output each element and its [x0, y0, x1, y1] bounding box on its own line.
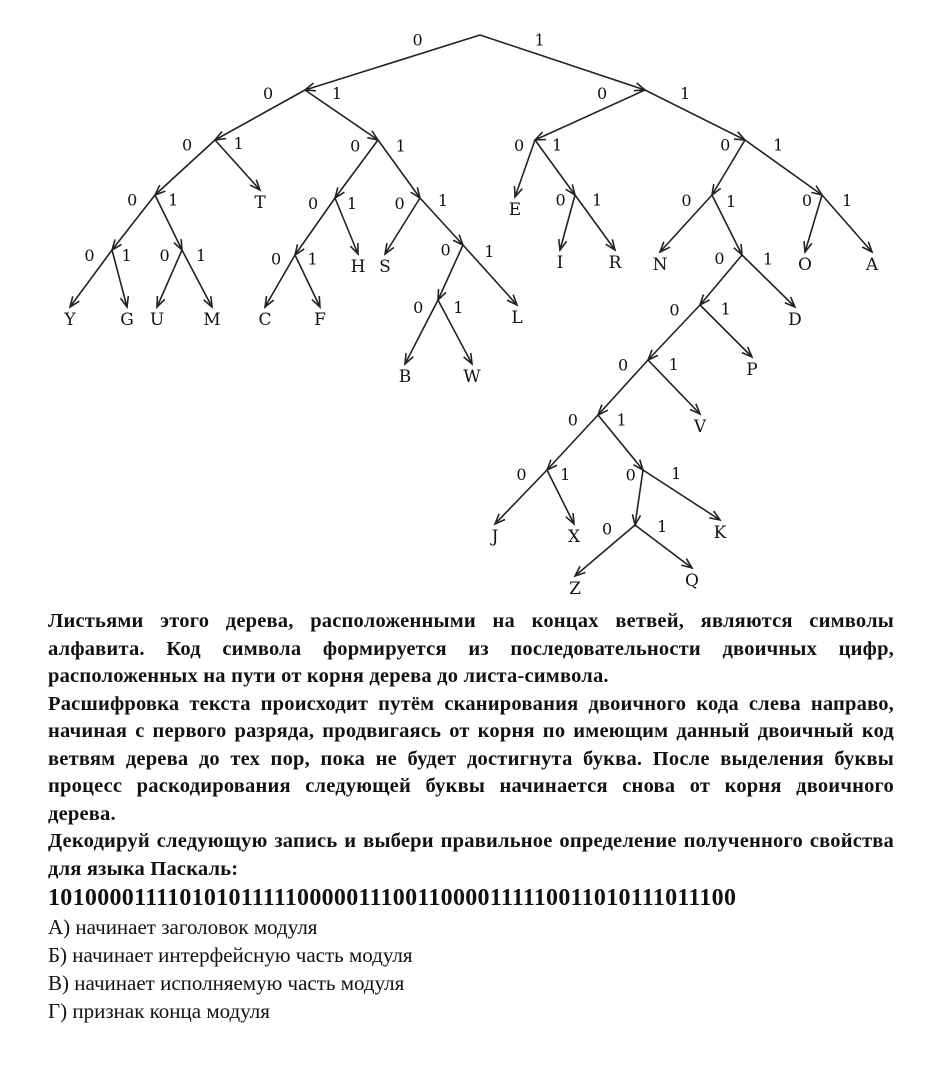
bit-label-n011: 1	[395, 136, 406, 156]
leaf-A: A	[865, 255, 879, 275]
arrowhead-n110	[712, 184, 721, 195]
bit-label-n1: 1	[534, 30, 545, 50]
bit-label-n11: 1	[680, 84, 691, 103]
bit-label-n101: 1	[552, 135, 563, 155]
leaf-L: L	[511, 308, 523, 328]
bit-label-n1101000: 0	[618, 355, 629, 375]
bit-label-n11010001: 1	[616, 410, 627, 430]
leaf-X: X	[567, 527, 581, 547]
option-a[interactable]: А) начинает заголовок модуля	[48, 915, 318, 939]
bit-label-n00: 0	[263, 84, 274, 103]
answer-options	[48, 913, 894, 1025]
leaf-V: V	[693, 417, 707, 437]
bit-label-J: 0	[516, 465, 527, 485]
bit-label-n110100: 0	[669, 300, 680, 320]
bit-label-Q: 1	[657, 516, 668, 536]
bit-label-X: 1	[560, 465, 571, 485]
bit-label-W: 1	[453, 298, 464, 318]
leaf-B: B	[398, 367, 412, 387]
branch-n11-n111	[745, 140, 822, 195]
bit-label-U: 0	[159, 246, 170, 266]
leaf-T: T	[254, 193, 266, 213]
arrowhead-C	[265, 296, 274, 307]
bit-label-A: 1	[842, 191, 853, 211]
bit-label-G: 1	[121, 246, 132, 266]
leaf-S: S	[379, 257, 391, 277]
bit-label-n010: 0	[350, 136, 361, 156]
bit-label-n110100010: 0	[625, 465, 636, 485]
arrowhead-K	[709, 511, 720, 520]
bit-label-K: 1	[671, 464, 682, 483]
bit-label-B: 0	[413, 298, 424, 318]
branch-n0-n00	[215, 90, 305, 140]
branch-root-n0	[305, 35, 480, 90]
bit-label-n11010000: 0	[567, 410, 578, 430]
bit-label-n111: 1	[773, 135, 784, 155]
leaf-H: H	[350, 257, 366, 277]
leaf-O: O	[798, 255, 812, 275]
bit-label-n10: 0	[597, 84, 608, 103]
tree-branches	[70, 35, 872, 576]
leaf-K: K	[713, 523, 727, 543]
bit-label-n000: 0	[182, 135, 193, 155]
leaf-F: F	[314, 310, 326, 330]
leaf-D: D	[788, 310, 802, 330]
bit-label-V: 1	[668, 355, 679, 375]
option-d[interactable]: Г) признак конца модуля	[48, 999, 270, 1023]
bit-label-I: 0	[555, 190, 566, 210]
bit-label-F: 1	[307, 249, 318, 269]
paragraph-task: Декодируй следующую запись и выбери правильное определение полученного свойства для языка Паскаль:	[48, 830, 894, 880]
leaf-Z: Z	[569, 579, 581, 599]
bit-label-n0000: 0	[127, 190, 138, 210]
bit-label-T: 1	[233, 134, 244, 153]
bit-label-H: 1	[346, 193, 358, 213]
branch-root-n1	[480, 35, 645, 90]
leaf-Y: Y	[64, 310, 76, 330]
bit-label-n0001: 1	[168, 190, 179, 210]
leaf-C: C	[258, 310, 272, 330]
bit-label-N: 0	[681, 191, 692, 211]
leaf-P: P	[746, 360, 758, 380]
bit-label-S: 0	[394, 193, 405, 213]
arrowhead-S	[385, 243, 394, 254]
description-block	[48, 608, 894, 1025]
leaf-W: W	[463, 367, 481, 387]
bit-label-P: 1	[720, 299, 731, 319]
option-b[interactable]: Б) начинает интерфейсную часть модуля	[48, 943, 413, 967]
leaf-M: M	[203, 310, 221, 330]
bit-label-n1101: 1	[726, 192, 737, 211]
branch-n11010001-K	[643, 470, 720, 520]
bit-label-D: 1	[762, 249, 774, 269]
bit-label-L: 1	[484, 242, 495, 261]
bit-label-n110: 0	[720, 135, 731, 155]
leaf-E: E	[508, 200, 522, 220]
option-c[interactable]: В) начинает исполняемую часть модуля	[48, 971, 405, 995]
branch-n1-n10	[535, 90, 645, 140]
leaf-G: G	[120, 310, 134, 330]
bit-label-O: 0	[801, 191, 813, 211]
bit-label-n01110: 0	[440, 240, 451, 260]
leaf-J: J	[491, 527, 499, 547]
binary-code: 1010000111101010111110000011100110000111110011010111011100	[48, 885, 737, 911]
bit-label-Z: 0	[602, 519, 613, 539]
bit-label-n0111: 1	[437, 191, 449, 211]
bit-label-E: 0	[514, 136, 525, 156]
leaf-U: U	[149, 310, 165, 330]
branch-n1-n11	[645, 90, 745, 140]
bit-label-R: 1	[592, 190, 603, 210]
leaf-Q: Q	[685, 571, 699, 591]
bit-label-n0: 0	[412, 30, 423, 50]
bit-label-n11010: 0	[714, 249, 725, 268]
leaf-R: R	[608, 253, 622, 273]
leaf-I: I	[556, 253, 564, 273]
paragraph-decoding-procedure: Расшифровка текста происходит путём сканирования двоичного кода слева направо, начиная с первого разряда, продвигаясь от корня по имеющим данный двоичный код ветвям дерева до тех пор, пока не будет достигнута буква. После выделения буквы процесс раскодирования следующей буквы начинается снова от корня двоичного дерева.	[48, 692, 894, 825]
bit-label-n01: 1	[331, 84, 343, 103]
bit-label-n0100: 0	[308, 194, 319, 214]
paragraph-leaves-definition: Листьями этого дерева, расположенными на концах ветвей, являются символы алфавита. Код символа формируется из последовательности двоичных цифр, расположенных на пути от корня дерева до листа-символа.	[48, 610, 894, 687]
bit-label-M: 1	[196, 246, 207, 266]
bit-label-C: 0	[271, 249, 282, 269]
leaf-N: N	[652, 255, 668, 275]
bit-label-Y: 0	[84, 246, 95, 266]
